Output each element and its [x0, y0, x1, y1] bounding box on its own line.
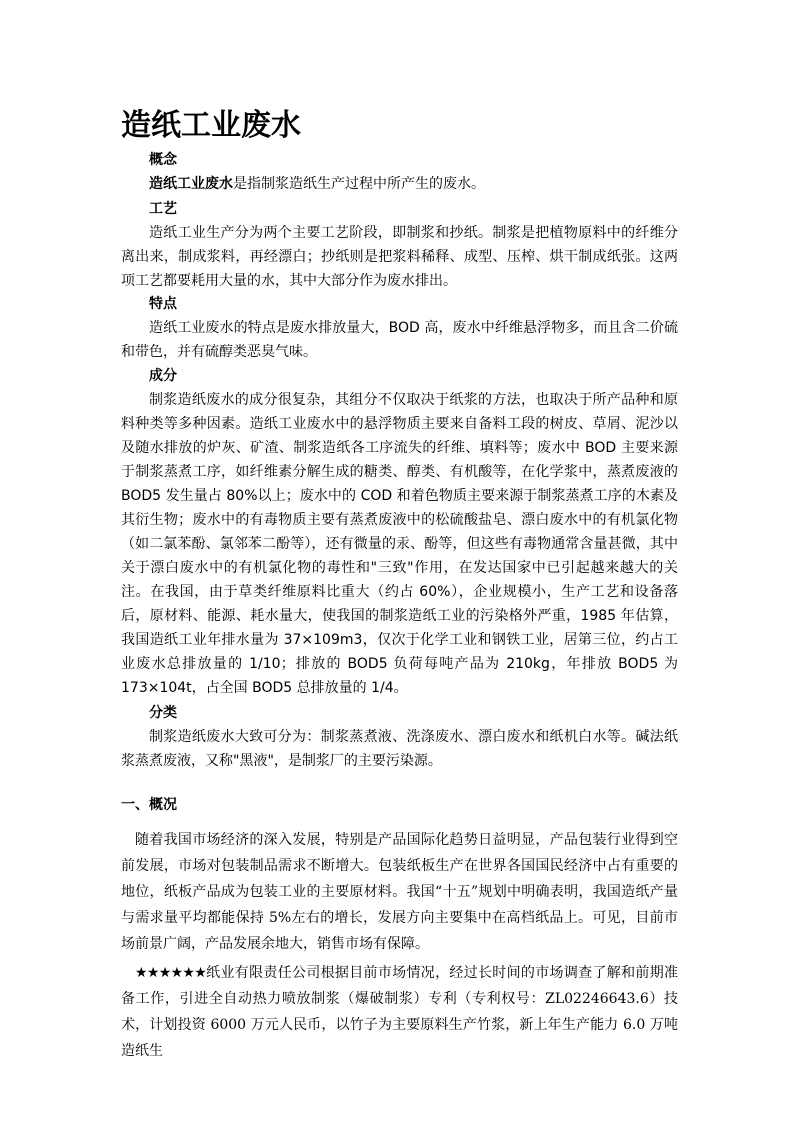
component-paragraph: 制浆造纸废水的成分很复杂，其组分不仅取决于纸浆的方法，也取决于所产品种和原料种类等多种因素。造纸工业废水中的悬浮物质主要来自备料工段的树皮、草屑、泥沙以及随水排放的炉灰、矿渣、制浆造纸各工序流失的纤维、填料等；废水中 BOD 主要来源于制浆蒸煮工序，如纤维素分解生成的糖类、醇类、有机酸等，在化学浆中，蒸煮废液的 BOD5 发生量占 80%以上；废水中的 COD 和着色物质主要来源于制浆蒸煮工序的木素及其衍生物；废水中的有毒物质主要有蒸煮废液中的松硫酸盐皂、漂白废水中的有机氯化物（如二氯苯酚、氯邻苯二酚等），还有微量的汞、酚等，但这些有毒物通常含量甚微，其中关于漂白废水中的有机氯化物的毒性和"三致"作用，在发达国家中已引起越来越大的关注。在我国，由于草类纤维原料比重大（约占 60%），企业规模小，生产工艺和设备落后，原材料、能源、耗水量大，使我国的制浆造纸工业的污染格外严重，1985 年估算，我国造纸工业年排水量为 37×109m3，仅次于化学工业和钢铁工业，居第三位，约占工业废水总排放量的 1/10；排放的 BOD5 负荷每吨产品为 210kg，年排放 BOD5 为 173×104t，占全国 BOD5 总排放量的 1/4。: [121, 392, 678, 696]
category-section: [121, 725, 678, 773]
overview-paragraph: 随着我国市场经济的深入发展，特别是产品国际化趋势日益明显，产品包装行业得到空前发展，市场对包装制品需求不断增大。包装纸板生产在世界各国国民经济中占有重要的地位，纸板产品成为包装工业的主要原材料。我国“十五”规划中明确表明，我国造纸产量与需求量平均都能保持 5%左右的增长，发展方向主要集中在高档纸品上。可见，目前市场前景广阔，产品发展余地大，销售市场有保障。: [121, 832, 678, 952]
concept-term: 造纸工业废水: [149, 176, 233, 192]
process-heading: 工艺: [149, 201, 177, 217]
overview-heading: 一、概况: [121, 797, 177, 813]
company-text: 纸业有限责任公司根据目前市场情况，经过长时间的市场调查了解和前期准备工作，引进全自动热力喷放制浆（爆破制浆）专利（专利权号：ZL02246643.6）技术，计划投资 6000 万元人民币，以竹子为主要原料生产竹浆，新上年生产能力 6.0 万吨造纸生: [121, 965, 678, 1059]
concept-paragraph: [121, 172, 678, 196]
document-title: 造纸工业废水: [121, 108, 301, 143]
company-name-stars: ★★★★★★: [135, 965, 207, 981]
feature-paragraph: 造纸工业废水的特点是废水排放量大，BOD 高，废水中纤维悬浮物多，而且含二价硫和带色，并有硫醇类恶臭气味。: [121, 320, 678, 360]
component-heading: 成分: [149, 368, 177, 384]
company-paragraph: [121, 960, 678, 1064]
company-section: [121, 960, 678, 1064]
concept-section: [121, 172, 678, 196]
feature-section: [121, 316, 678, 364]
component-section: [121, 388, 678, 700]
category-paragraph: 制浆造纸废水大致可分为：制浆蒸煮液、洗涤废水、漂白废水和纸机白水等。碱法纸浆蒸煮废液，又称"黑液"，是制浆厂的主要污染源。: [121, 729, 678, 769]
overview-section: [121, 827, 678, 957]
feature-heading: 特点: [149, 296, 177, 312]
process-paragraph: 造纸工业生产分为两个主要工艺阶段，即制浆和抄纸。制浆是把植物原料中的纤维分离出来，制成浆料，再经漂白；抄纸则是把浆料稀释、成型、压榨、烘干制成纸张。这两项工艺都要耗用大量的水，其中大部分作为废水排出。: [121, 225, 678, 289]
process-section: [121, 221, 678, 293]
concept-heading: 概念: [149, 152, 177, 168]
category-heading: 分类: [149, 705, 177, 721]
concept-definition: 是指制浆造纸生产过程中所产生的废水。: [233, 176, 485, 192]
